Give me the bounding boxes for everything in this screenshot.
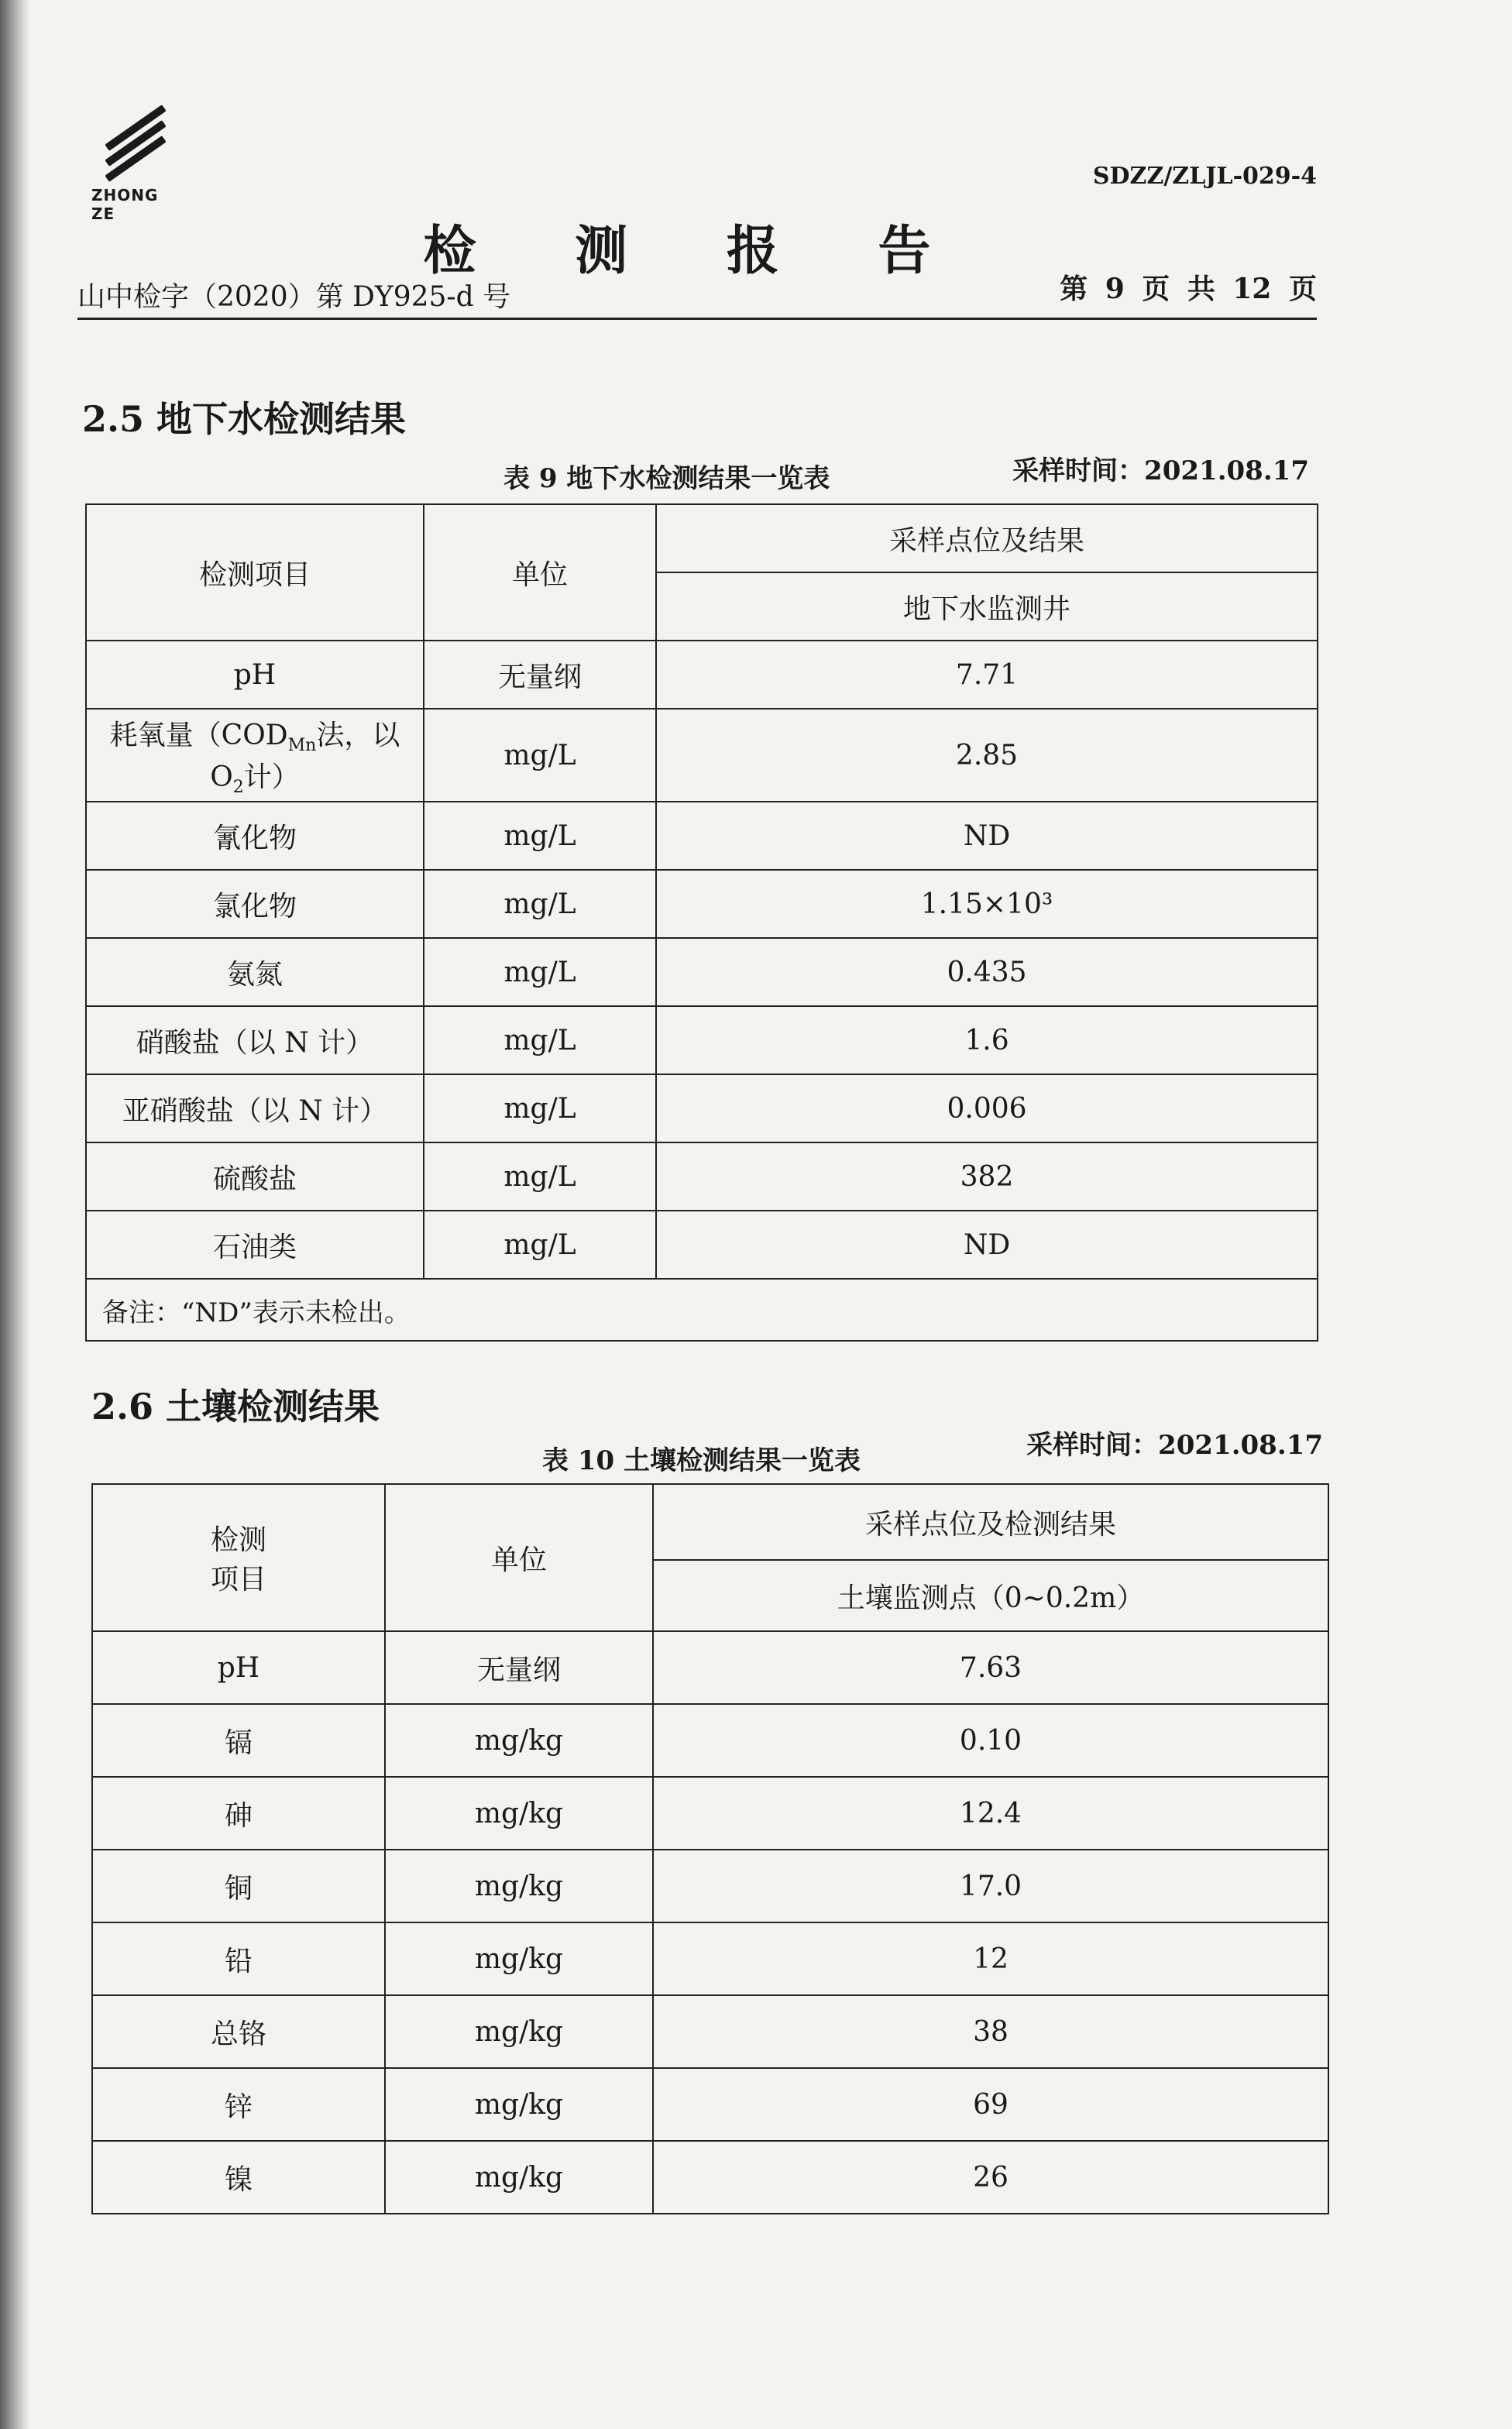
header-rule xyxy=(77,318,1317,320)
unit-cell: mg/L xyxy=(424,1142,656,1211)
item-cell: 氯化物 xyxy=(86,870,424,938)
header-item-line1: 检测 xyxy=(210,1524,266,1556)
page-number: 第 9 页 共 12 页 xyxy=(1060,273,1317,305)
value-cell: 1.15×10³ xyxy=(656,870,1318,938)
header-item: 检测项目 xyxy=(86,504,424,641)
item-cell: 石油类 xyxy=(86,1211,424,1279)
item-cell: pH xyxy=(92,1631,385,1704)
item-cell: 亚硝酸盐（以 N 计） xyxy=(86,1074,424,1142)
document-title: 检 测 报 告 xyxy=(423,220,971,282)
unit-cell: mg/kg xyxy=(385,2141,653,2214)
table-row xyxy=(92,1704,1328,1777)
table-row xyxy=(86,1006,1318,1074)
table10-caption: 表 10 土壤检测结果一览表 xyxy=(542,1445,861,1476)
unit-cell: mg/kg xyxy=(385,1704,653,1777)
item-cell: 锌 xyxy=(92,2068,385,2141)
header-result-group: 采样点位及检测结果 xyxy=(653,1484,1328,1560)
company-logo xyxy=(85,108,170,223)
header-item xyxy=(92,1484,385,1631)
value-cell: 12.4 xyxy=(653,1777,1328,1850)
logo-text: ZHONG ZE xyxy=(91,186,159,223)
report-number: 山中检字（2020）第 DY925-d 号 xyxy=(77,281,511,313)
table-note-row xyxy=(86,1279,1318,1341)
unit-cell: 无量纲 xyxy=(424,641,656,709)
table-row xyxy=(92,1995,1328,2068)
header-unit: 单位 xyxy=(424,504,656,641)
table10-sample-time: 采样时间：2021.08.17 xyxy=(1026,1430,1323,1461)
value-cell: 7.71 xyxy=(656,641,1318,709)
table-row xyxy=(86,1142,1318,1211)
value-cell: 17.0 xyxy=(653,1850,1328,1922)
item-cell: 氰化物 xyxy=(86,802,424,870)
table-note: 备注：“ND”表示未检出。 xyxy=(86,1279,1318,1341)
value-cell: ND xyxy=(656,802,1318,870)
table-row xyxy=(86,802,1318,870)
section-title-soil: 2.6 土壤检测结果 xyxy=(91,1386,380,1428)
item-cell: 硝酸盐（以 N 计） xyxy=(86,1006,424,1074)
value-cell: 1.6 xyxy=(656,1006,1318,1074)
value-cell: 7.63 xyxy=(653,1631,1328,1704)
unit-cell: mg/L xyxy=(424,1006,656,1074)
table-row xyxy=(92,2141,1328,2214)
value-cell: 69 xyxy=(653,2068,1328,2141)
value-cell: 2.85 xyxy=(656,709,1318,802)
table-row xyxy=(92,1922,1328,1995)
item-cell: 镍 xyxy=(92,2141,385,2214)
unit-cell: mg/kg xyxy=(385,2068,653,2141)
unit-cell: mg/L xyxy=(424,1211,656,1279)
header-result-group: 采样点位及结果 xyxy=(656,504,1318,572)
table-row xyxy=(86,641,1318,709)
section-title-groundwater: 2.5 地下水检测结果 xyxy=(82,398,407,440)
table-row xyxy=(86,1074,1318,1142)
table9-sample-time: 采样时间：2021.08.17 xyxy=(1012,455,1309,486)
item-cell: pH xyxy=(86,641,424,709)
table10-caption-row xyxy=(91,1430,1323,1476)
report-header xyxy=(77,108,1317,341)
value-cell: 38 xyxy=(653,1995,1328,2068)
item-cell: 总铬 xyxy=(92,1995,385,2068)
item-cell: 铅 xyxy=(92,1922,385,1995)
unit-cell: mg/L xyxy=(424,938,656,1006)
table-row xyxy=(92,1631,1328,1704)
document-code: SDZZ/ZLJL-029-4 xyxy=(1092,163,1317,190)
header-sampling-point: 土壤监测点（0~0.2m） xyxy=(653,1560,1328,1631)
value-cell: 0.006 xyxy=(656,1074,1318,1142)
table-row xyxy=(86,870,1318,938)
unit-cell: mg/L xyxy=(424,1074,656,1142)
value-cell: ND xyxy=(656,1211,1318,1279)
item-cell: 硫酸盐 xyxy=(86,1142,424,1211)
unit-cell: mg/L xyxy=(424,802,656,870)
table9-caption-row xyxy=(85,457,1309,496)
table-row xyxy=(86,1211,1318,1279)
unit-cell: mg/kg xyxy=(385,1777,653,1850)
table-row xyxy=(92,1850,1328,1922)
unit-cell: mg/kg xyxy=(385,1995,653,2068)
page-edge-shadow xyxy=(0,0,29,2429)
table-row xyxy=(86,709,1318,802)
header-item-line2: 项目 xyxy=(210,1564,266,1596)
unit-cell: mg/kg xyxy=(385,1922,653,1995)
header-sampling-point: 地下水监测井 xyxy=(656,572,1318,641)
unit-cell: mg/L xyxy=(424,870,656,938)
value-cell: 0.435 xyxy=(656,938,1318,1006)
value-cell: 382 xyxy=(656,1142,1318,1211)
unit-cell: mg/kg xyxy=(385,1850,653,1922)
unit-cell: 无量纲 xyxy=(385,1631,653,1704)
table9-caption: 表 9 地下水检测结果一览表 xyxy=(503,463,830,494)
value-cell: 12 xyxy=(653,1922,1328,1995)
item-cell: 砷 xyxy=(92,1777,385,1850)
table-row xyxy=(92,1777,1328,1850)
table-row xyxy=(92,2068,1328,2141)
item-cell: 镉 xyxy=(92,1704,385,1777)
table-row xyxy=(86,938,1318,1006)
header-unit: 单位 xyxy=(385,1484,653,1631)
item-cell: 氨氮 xyxy=(86,938,424,1006)
item-cell: 耗氧量（$COD_{Mn}$法，以 $O_2$计） xyxy=(86,709,424,802)
unit-cell: mg/L xyxy=(424,709,656,802)
soil-table xyxy=(91,1483,1329,2214)
value-cell: 26 xyxy=(653,2141,1328,2214)
value-cell: 0.10 xyxy=(653,1704,1328,1777)
groundwater-table xyxy=(85,503,1318,1342)
item-cell: 铜 xyxy=(92,1850,385,1922)
